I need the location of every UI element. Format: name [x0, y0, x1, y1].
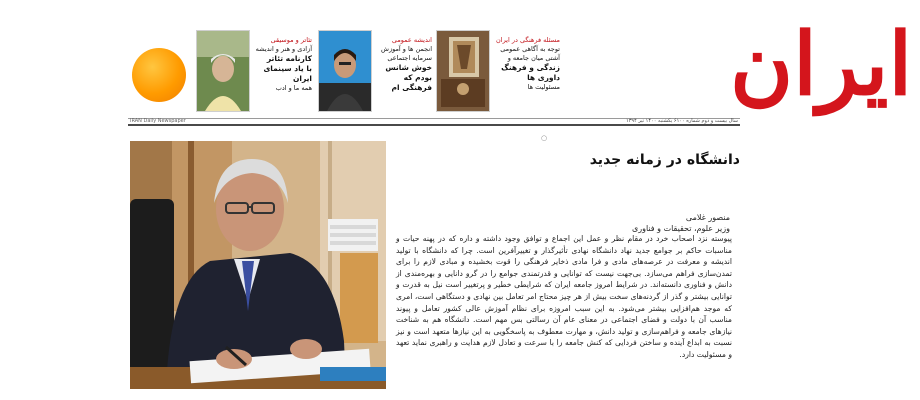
teaser-3-line: همه ما و ادب [275, 84, 312, 92]
teaser-2-line: انجمن ها و آموزش [381, 45, 432, 53]
article-byline [410, 212, 730, 234]
article-photo [130, 141, 386, 389]
teaser-1-image [436, 30, 490, 112]
teaser-1-line: زندگی و فرهنگ [501, 63, 560, 72]
author-name: منصور غلامی [685, 213, 730, 222]
teaser-3-line: با یاد سینمای ایران [263, 64, 312, 83]
dateline-left: IRAN Daily Newspaper [130, 118, 186, 124]
article-headline: دانشگاه در زمانه جدید [589, 152, 740, 168]
article-body: پیوسته نزد اصحاب خرد در مقام نظر و عمل این اجماع و توافق وجود داشته و داره که در پهنه حیات و مناسبات حاکم بر جوامع جدید نهاد دانشگاه نهادی تأثیرگذار و تغییرآفرین است. چرا که دانشگاه با تولید اندیشه و معرفت در عرصه‌های مادی و فرا مادی ذخایر فرهنگی را قوت بخشیده و مبادی لازم را برای تمدن‌سازی فراهم می‌سازد. بی‌جهت نیست که توانایی و قدرتمندی جوامع را در گرو دانایی و بهره‌مندی از دانش و فناوری دانسته‌اند. در شرایط امروز جامعه ایران که شرایطی خطیر و پرتغییر است نیل به قدرت و توانایی بیشتر و گذر از گردنه‌های سخت بیش از هر چیز محتاج امر تعامل بین نهادی و دستگاهی است، امری که موجد هم‌افزایی بیشتر می‌شود. به این سبب امروزه برای نظام آموزش عالی کشور تعامل و پیوند مناسب آن با دولت و فضای اجتماعی در معنای عام آن رسالتی بس مهم است. دانشگاه هم به شناخت نیازهای جامعه و فراهم‌سازی و تولید دانش، و مهارت معطوف به پاسخگویی به این نیازها متعهد است و نیز نسبت به ابداع آینده و ساختن فردایی که کنش جامعه را با سرعت و تعادل لازم هدایت و راهبری نماید تعهد و مسئولیت دارد. [396, 234, 732, 359]
teaser-2-text [372, 36, 432, 93]
teaser-2-kicker: اندیشه عمومی [391, 36, 432, 44]
ornament-icon: ○ [541, 134, 548, 142]
teaser-2-line: فرهنگی ام [391, 83, 432, 92]
teaser-3-line: آزادی و هنر و اندیشه [255, 45, 312, 53]
teaser-2-line: خوش شانس بودم که [385, 63, 432, 82]
teaser-3-text [252, 36, 312, 93]
teaser-1-line: توجه به آگاهی عمومی [500, 45, 560, 53]
teaser-3-kicker: تئاتر و موسیقی [270, 36, 312, 44]
author-title: وزیر علوم، تحقیقات و فناوری [631, 224, 730, 233]
teaser-3[interactable] [194, 30, 312, 112]
teaser-3-image [196, 30, 250, 112]
teaser-1-line: مسئولیت ها [527, 83, 560, 91]
teaser-1-line: داوری ها [527, 73, 560, 82]
teaser-2-image [318, 30, 372, 112]
teaser-3-line: کارنامه تئاتر [266, 54, 312, 63]
svg-text:ایران: ایران [730, 14, 913, 115]
teaser-1-line: آشتی میان جامعه و [507, 54, 560, 62]
newspaper-logo [552, 2, 913, 115]
teaser-1-text [494, 36, 560, 92]
dateline-right: سال بیست و دوم شماره ۶۱۰۰ یکشنبه ۱۴۰۰ تیر ۱۳۹۴ [626, 118, 738, 124]
teaser-2-line: سرمایه اجتماعی [387, 54, 432, 62]
sun-logo-icon [132, 48, 186, 102]
teaser-1-kicker: مسئله فرهنگی در ایران [496, 36, 560, 44]
teaser-1[interactable] [434, 30, 570, 112]
masthead-rule-bottom [128, 124, 740, 126]
teaser-2[interactable] [314, 30, 434, 112]
masthead [128, 0, 913, 124]
